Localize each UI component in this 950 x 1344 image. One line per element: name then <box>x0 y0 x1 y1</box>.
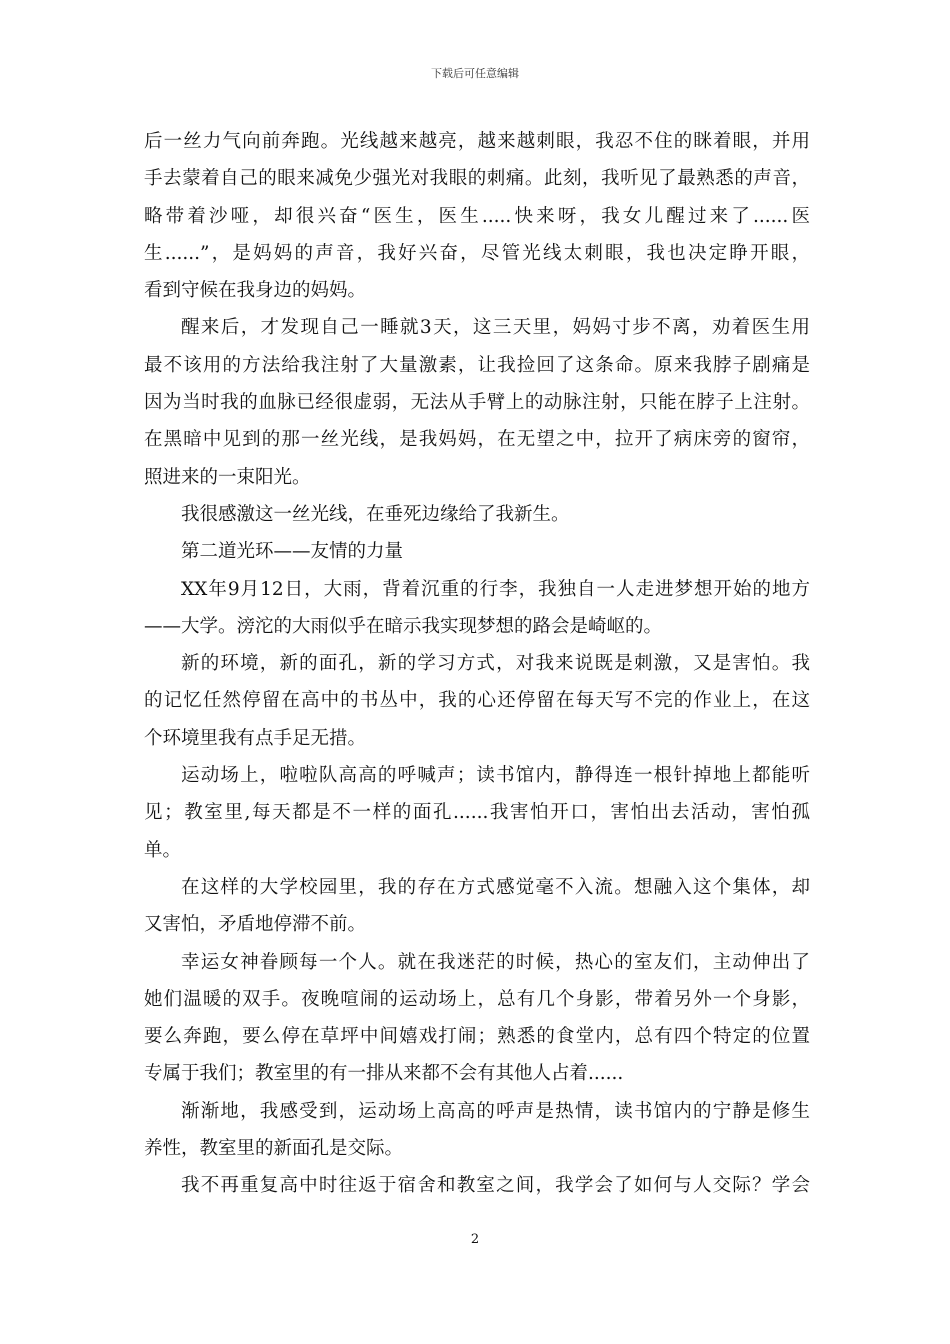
text-line: XX年9月12日，大雨，背着沉重的行李，我独自一人走进梦想开始的地方 <box>181 578 810 600</box>
text-line: 醒来后，才发现自己一睡就3天，这三天里，妈妈寸步不离，劝着医生用 <box>181 317 810 339</box>
text-line: 因为当时我的血脉已经很虚弱，无法从手臂上的动脉注射，只能在脖子上注射。 <box>144 392 810 414</box>
document-body <box>144 123 810 1205</box>
text-line: 运动场上，啦啦队高高的呼喊声；读书馆内，静得连一根针掉地上都能听 <box>181 765 810 787</box>
text-line: 照进来的一束阳光。 <box>144 466 311 488</box>
page-number: 2 <box>470 1232 480 1247</box>
text-line: 生......”，是妈妈的声音，我好兴奋，尽管光线太刺眼，我也决定睁开眼， <box>144 242 810 264</box>
text-line: 的记忆任然停留在高中的书丛中，我的心还停留在每天写不完的作业上，在这 <box>144 690 810 712</box>
text-line: 渐渐地，我感受到，运动场上高高的呼声是热情，读书馆内的宁静是修生 <box>181 1100 810 1122</box>
text-line: 后一丝力气向前奔跑。光线越来越亮，越来越刺眼，我忍不住的眯着眼，并用 <box>144 131 810 152</box>
text-line: 幸运女神眷顾每一个人。就在我迷茫的时候，热心的室友们，主动伸出了 <box>181 951 810 973</box>
text-line: 又害怕，矛盾地停滞不前。 <box>144 914 367 936</box>
text-line: 新的环境，新的面孔，新的学习方式，对我来说既是刺激，又是害怕。我 <box>181 653 810 675</box>
text-line: 单。 <box>144 839 182 861</box>
text-line: 我不再重复高中时往返于宿舍和教室之间，我学会了如何与人交际？学会 <box>181 1175 810 1197</box>
text-line: 看到守候在我身边的妈妈。 <box>144 280 367 302</box>
text-line: 手去蒙着自己的眼来减免少强光对我眼的刺痛。此刻，我听见了最熟悉的声音， <box>144 168 810 190</box>
text-line: 个环境里我有点手足无措。 <box>144 727 367 749</box>
text-line: 专属于我们；教室里的有一排从来都不会有其他人占着...... <box>144 1063 624 1085</box>
text-line: 最不该用的方法给我注射了大量激素，让我捡回了这条命。原来我脖子剧痛是 <box>144 354 810 376</box>
text-line: 她们温暖的双手。夜晚喧闹的运动场上，总有几个身影，带着另外一个身影， <box>144 988 810 1010</box>
text-line: ——大学。滂沱的大雨似乎在暗示我实现梦想的路会是崎岖的。 <box>144 615 663 637</box>
text-line: 第二道光环——友情的力量 <box>181 541 404 563</box>
text-line: 要么奔跑，要么停在草坪中间嬉戏打闹；熟悉的食堂内，总有四个特定的位置 <box>144 1026 810 1048</box>
text-line: 我很感激这一丝光线，在垂死边缘给了我新生。 <box>181 503 570 525</box>
text-line: 在这样的大学校园里，我的存在方式感觉毫不入流。想融入这个集体，却 <box>181 876 810 898</box>
text-line: 养性，教室里的新面孔是交际。 <box>144 1138 404 1160</box>
text-line: 在黑暗中见到的那一丝光线，是我妈妈，在无望之中，拉开了病床旁的窗帘， <box>144 429 810 451</box>
page-header: 下载后可任意编辑 <box>431 67 519 80</box>
text-line: 见；教室里,每天都是不一样的面孔......我害怕开口，害怕出去活动，害怕孤 <box>144 802 810 824</box>
text-line: 略带着沙哑，却很兴奋“医生，医生.....快来呀，我女儿醒过来了......医 <box>144 205 810 227</box>
